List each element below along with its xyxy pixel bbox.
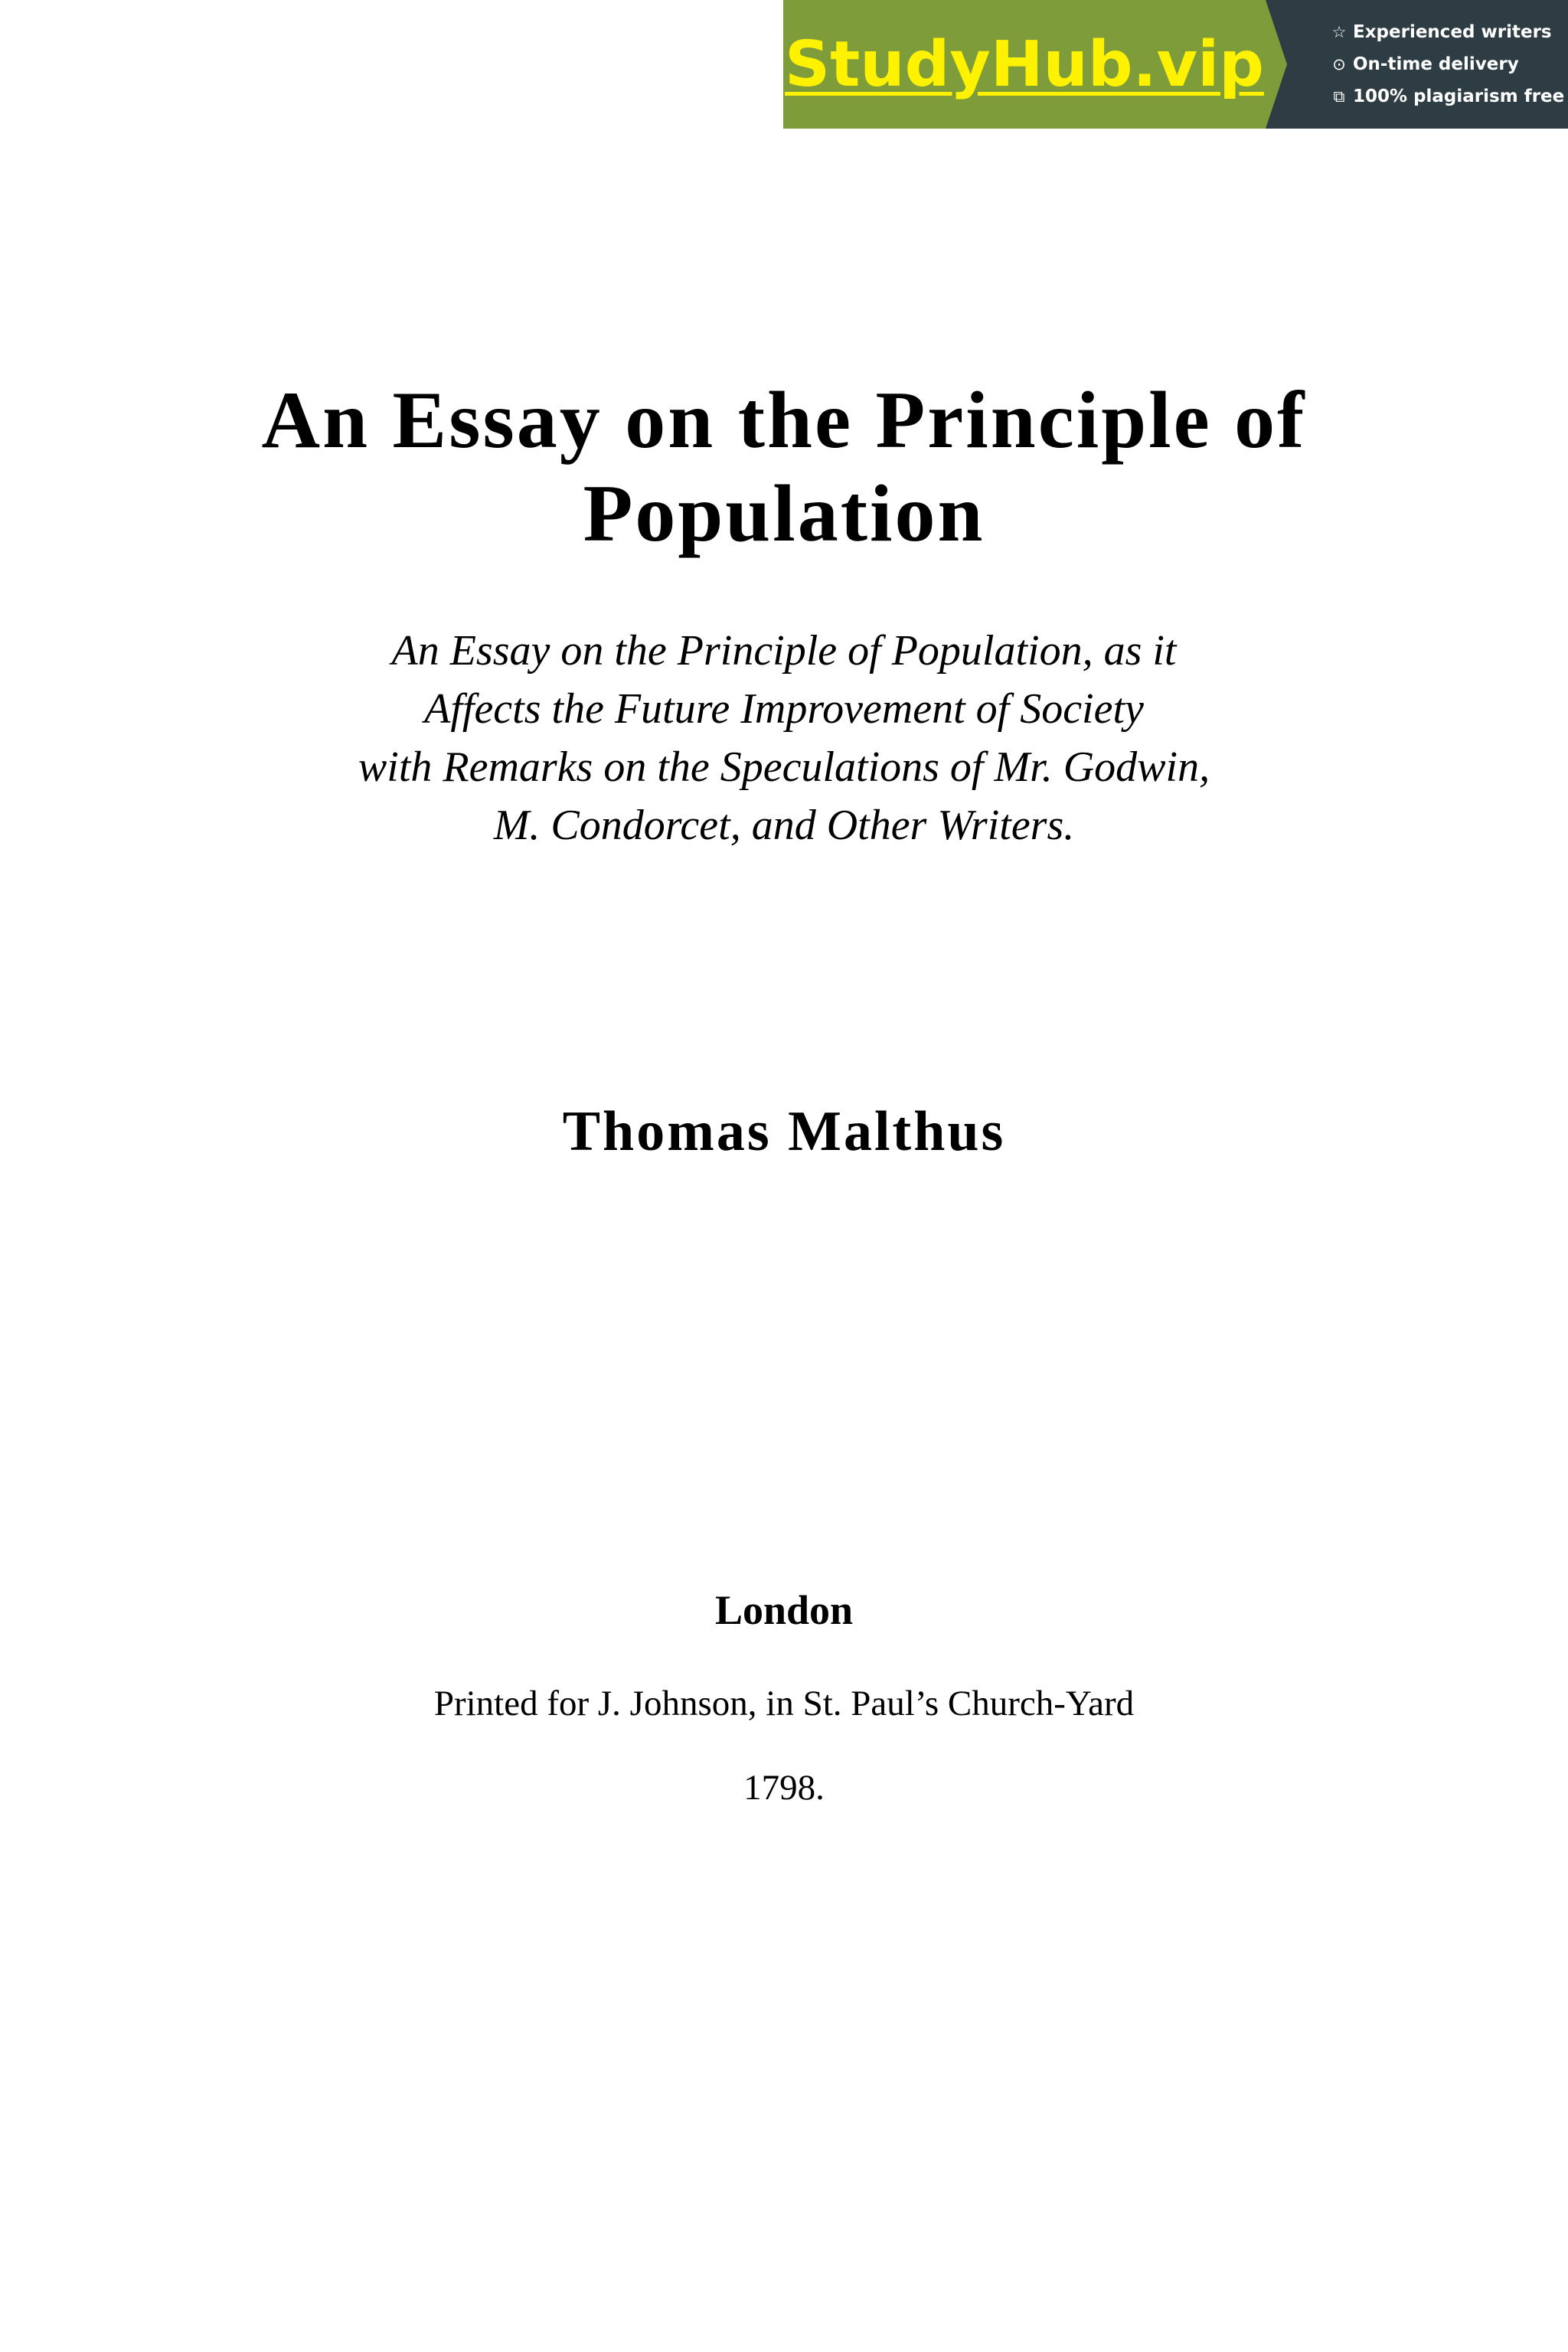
author-name: Thomas Malthus bbox=[562, 1100, 1006, 1163]
feature-label: Experienced writers bbox=[1353, 22, 1552, 42]
subtitle-line: An Essay on the Principle of Population, as it bbox=[391, 627, 1177, 675]
feature-plagiarism-free bbox=[1330, 80, 1568, 113]
subtitle-line: with Remarks on the Speculations of Mr. Godwin, bbox=[358, 743, 1210, 791]
printer-line: Printed for J. Johnson, in St. Paul’s Church-Yard bbox=[433, 1684, 1135, 1723]
copy-icon: ⧉ bbox=[1333, 87, 1345, 106]
document-title bbox=[0, 374, 1568, 560]
feature-label: On-time delivery bbox=[1353, 54, 1519, 74]
subtitle-line: M. Condorcet, and Other Writers. bbox=[493, 802, 1075, 849]
publication-year: 1798. bbox=[743, 1768, 825, 1808]
studyhub-banner[interactable] bbox=[783, 0, 1568, 129]
title-line-2: Population bbox=[583, 469, 985, 558]
document-subtitle bbox=[0, 622, 1568, 854]
publication-place: London bbox=[714, 1587, 854, 1633]
subtitle-line: Affects the Future Improvement of Society bbox=[424, 685, 1144, 733]
star-icon: ☆ bbox=[1331, 23, 1347, 41]
features-panel bbox=[1266, 0, 1568, 129]
title-line-1: An Essay on the Principle of bbox=[261, 375, 1307, 465]
clock-icon: ⊙ bbox=[1332, 55, 1346, 74]
feature-experienced-writers bbox=[1330, 16, 1568, 48]
brand-logo[interactable]: StudyHub.vip bbox=[785, 28, 1264, 101]
feature-label: 100% plagiarism free bbox=[1353, 87, 1565, 106]
feature-on-time-delivery bbox=[1330, 48, 1568, 80]
brand-panel[interactable] bbox=[783, 0, 1266, 129]
